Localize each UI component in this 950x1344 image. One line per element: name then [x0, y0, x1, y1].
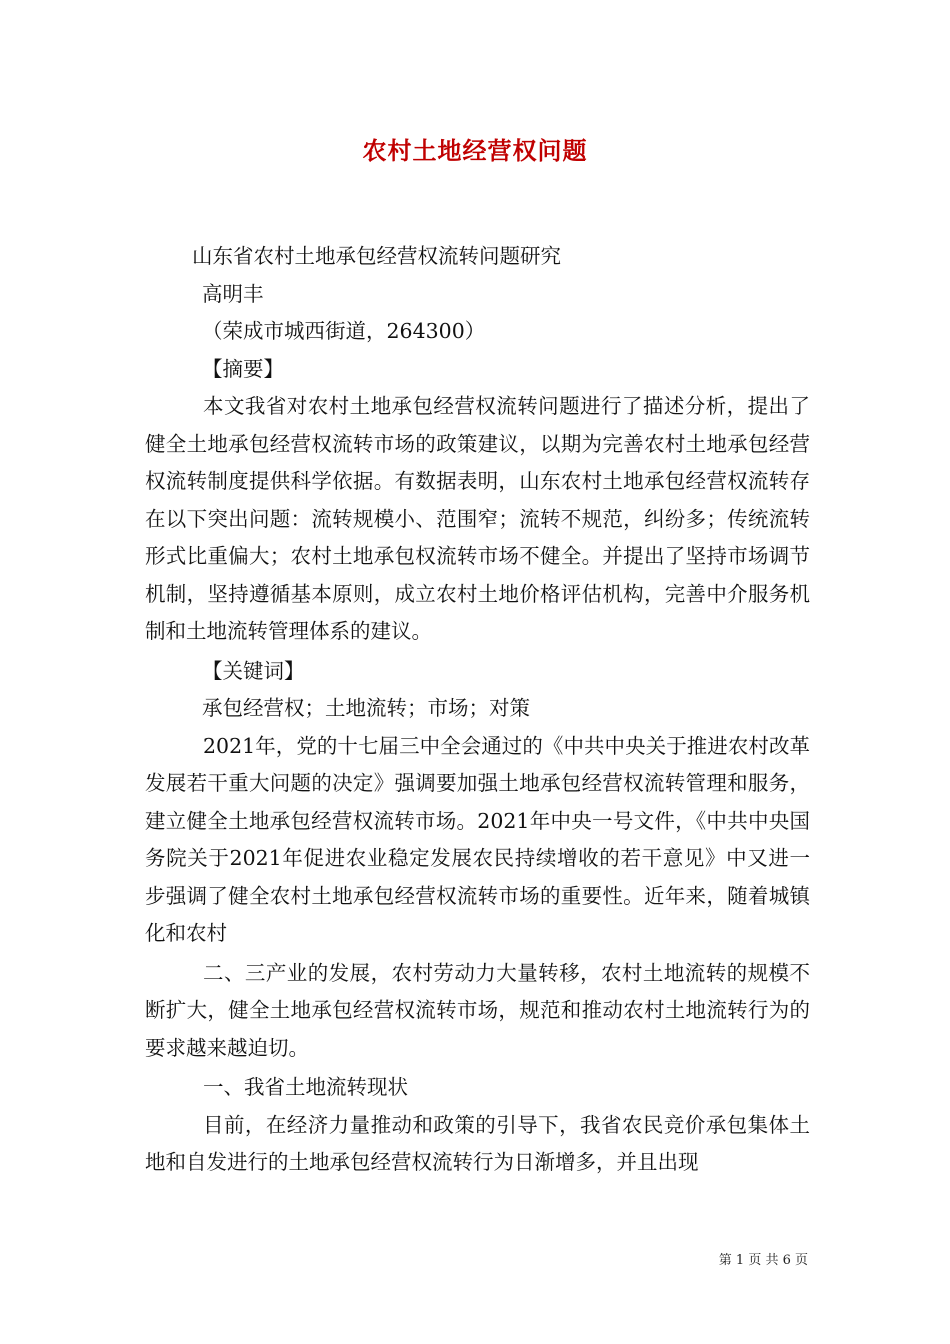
section-heading: 一、我省土地流转现状 — [203, 1075, 408, 1099]
paper-subtitle: 山东省农村土地承包经营权流转问题研究 — [192, 244, 561, 268]
abstract-paragraph: 本文我省对农村土地承包经营权流转问题进行了描述分析，提出了健全土地承包经营权流转市场的政策建议，以期为完善农村土地承包经营权流转制度提供科学依据。有数据表明，山东农村土地承包经营权流转存在以下突出问题：流转规模小、范围窄；流转不规范，纠纷多；传统流转形式比重偏大；农村土地承包权流转市场不健全。并提出了坚持市场调节机制，坚持遵循基本原则，成立农村土地价格评估机构，完善中介服务机制和土地流转管理体系的建议。 — [145, 394, 810, 643]
document-title: 农村土地经营权问题 — [362, 136, 588, 165]
author-name: 高明丰 — [202, 281, 264, 306]
body-paragraph: 目前，在经济力量推动和政策的引导下，我省农民竞价承包集体土地和自发进行的土地承包经营权流转行为日渐增多，并且出现 — [145, 1112, 810, 1174]
page-number-footer: 第 1 页 共 6 页 — [718, 1253, 808, 1268]
abstract-heading: 【摘要】 — [202, 356, 284, 381]
document-body — [145, 238, 810, 1182]
body-paragraph: 2021年，党的十七届三中全会通过的《中共中央关于推进农村改革发展若干重大问题的决定》强调要加强土地承包经营权流转管理和服务，建立健全土地承包经营权流转市场。2021年中央一号文件，《中共中央国务院关于2021年促进农业稳定发展农民持续增收的若干意见》中又进一步强调了健全农村土地承包经营权流转市场的重要性。近年来，随着城镇化和农村 — [145, 733, 810, 945]
author-affiliation: （荣成市城西街道，264300） — [202, 319, 486, 343]
keywords-list: 承包经营权；土地流转；市场；对策 — [202, 696, 530, 720]
body-paragraph: 二、三产业的发展，农村劳动力大量转移，农村土地流转的规模不断扩大，健全土地承包经营权流转市场，规范和推动农村土地流转行为的要求越来越迫切。 — [145, 960, 810, 1060]
keywords-heading: 【关键词】 — [202, 658, 305, 683]
